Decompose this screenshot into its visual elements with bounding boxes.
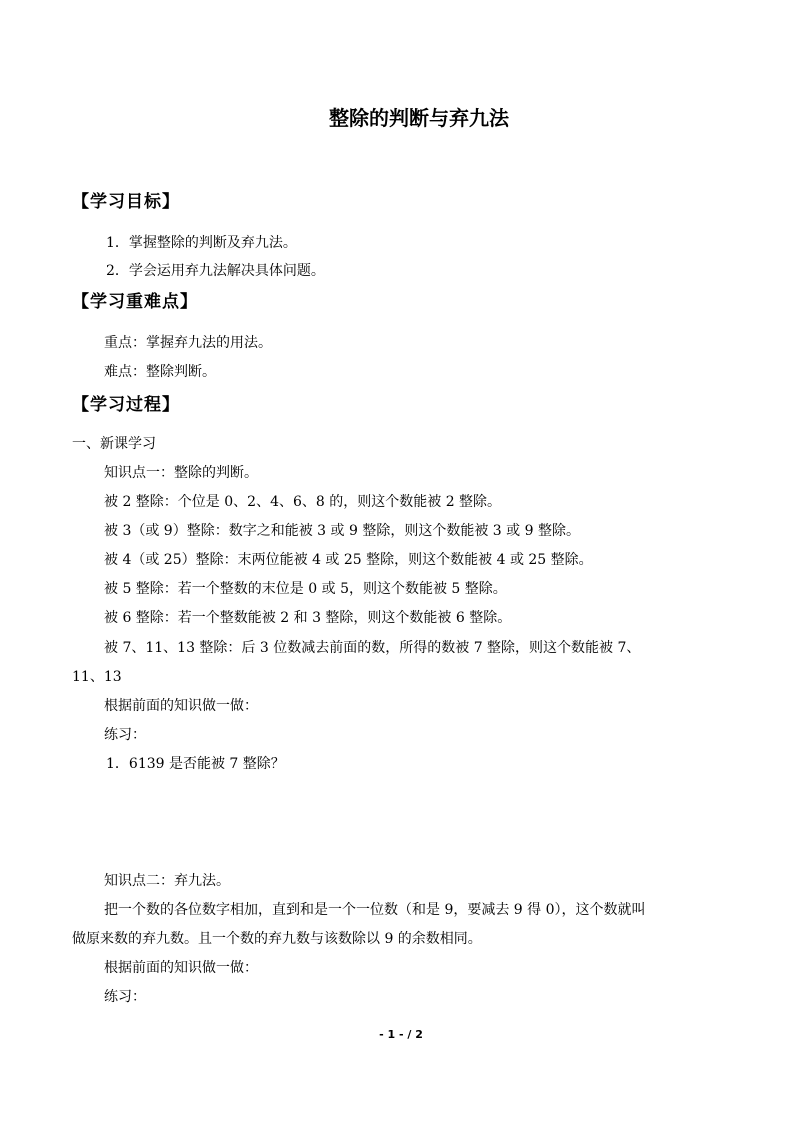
divisibility-rule: 被 3（或 9）整除：数字之和能被 3 或 9 整除，则这个数能被 3 或 9 整除。 [104,523,580,539]
part-heading: 一、新课学习 [72,436,156,452]
paragraph-line: 做原来数的弃九数。且一个数的弃九数与该数除以 9 的余数相同。 [72,931,482,947]
exercise-item: 1．6139 是否能被 7 整除？ [106,756,285,772]
instruction-text: 根据前面的知识做一做： [104,698,258,714]
knowledge-point-title: 知识点一：整除的判断。 [104,465,258,481]
practice-label: 练习： [104,727,146,743]
divisibility-rule: 被 6 整除：若一个整数能被 2 和 3 整除，则这个数能被 6 整除。 [104,610,512,626]
divisibility-rule: 被 2 整除：个位是 0、2、4、6、8 的，则这个数能被 2 整除。 [104,494,502,510]
key-point-difficulty: 难点：整除判断。 [104,364,216,380]
knowledge-point-title: 知识点二：弃九法。 [104,873,230,889]
divisibility-rule: 被 5 整除：若一个整数的末位是 0 或 5，则这个数能被 5 整除。 [104,581,507,597]
section-heading-key-points: 【学习重难点】 [72,292,198,312]
goal-item: 1．掌握整除的判断及弃九法。 [106,235,297,251]
section-heading-process: 【学习过程】 [72,395,180,415]
practice-label: 练习： [104,989,146,1005]
divisibility-rule: 被 7、11、13 整除：后 3 位数减去前面的数，所得的数被 7 整除，则这个数能被 7、 [104,640,641,656]
page-number: - 1 - / 2 [379,1028,423,1041]
section-heading-goals: 【学习目标】 [72,192,180,212]
key-point-focus: 重点：掌握弃九法的用法。 [104,335,272,351]
divisibility-rule: 被 4（或 25）整除：末两位能被 4 或 25 整除，则这个数能被 4 或 25 整除。 [104,552,593,568]
instruction-text: 根据前面的知识做一做： [104,960,258,976]
paragraph-line: 把一个数的各位数字相加，直到和是一个一位数（和是 9，要减去 9 得 0），这个数就叫 [104,902,646,918]
divisibility-rule-continued: 11、13 [72,669,122,685]
goal-item: 2．学会运用弃九法解决具体问题。 [106,263,325,279]
page-title: 整除的判断与弃九法 [329,106,509,130]
